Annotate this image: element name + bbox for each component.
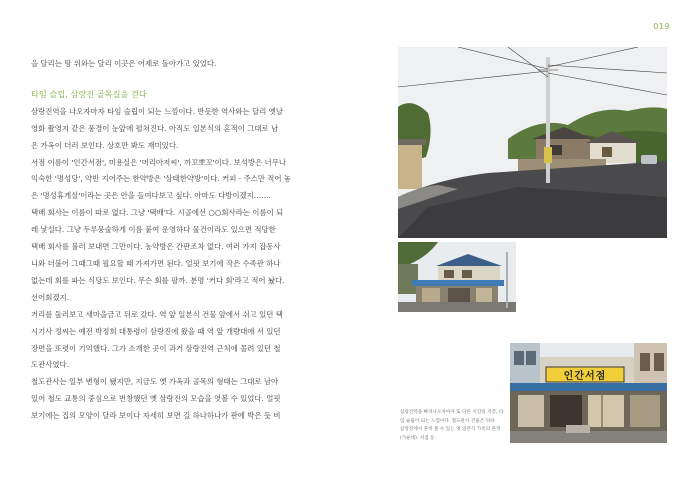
- paragraph-2: [31, 374, 389, 425]
- street-intersection-photo: [398, 47, 667, 238]
- text-line: 있어 철도 교통의 중심으로 번창했던 옛 삼랑진의 모습을 엿볼 수 있었다. 얼핏: [31, 394, 281, 404]
- caption-line: 삼랑진에서 흔히 볼 수 있는 옛 일본식 가옥의 흔적: [400, 427, 501, 433]
- text-line: 시기사 정씨는 예전 박정희 대통령이 삼랑진에 왔을 때 역 앞 개량대에 서 있던: [31, 326, 281, 336]
- text-line: 레 낯설다. 그냥 두루뭉술하게 이름 붙여 운영하다 물건이라도 있으면 적당한: [31, 225, 276, 235]
- text-line: 도관사였다.: [31, 360, 70, 370]
- text-line: 니와 더불어 그때그때 필요할 때 가져가면 된다. 얼핏 보기에 작은 수족관 하나: [31, 258, 281, 268]
- caption-line: 삼랑진역을 빠져나오자마자 또 다른 시간의 지층, 타: [400, 410, 504, 415]
- text-line: 철도관사는 일부 변형이 됐지만, 지금도 옛 가옥과 골목의 형태는 그대로 남아: [31, 377, 279, 387]
- text-line: 보기에는 집의 모양이 달라 보이나 자세히 보면 길 하나하나가 판에 박은 듯 비: [31, 411, 281, 421]
- caption-line: 임 슬립이 되는 느낌이다. 철도관사 건물은 뒤따: [400, 418, 495, 424]
- text-line: 거리를 둘러보고 새마을금고 뒤로 갔다. 역 앞 일본식 건물 앞에서 쉬고 있던 택: [31, 309, 283, 319]
- text-line: 서점 이름이 '인간서점', 미용실은 '머리아저씨', 까꼬뽀꼬'이다. 보석방은 너무나: [31, 157, 286, 167]
- page-number: 019: [653, 22, 670, 31]
- old-shop-photo: [398, 242, 516, 312]
- text-line: 장면을 또렷이 기억했다. 그가 소개한 곳이 과거 삼랑진역 근처에 몰려 있던 철: [31, 343, 281, 353]
- text-line: 은 가옥이 더러 보인다. 상호만 봐도 재미있다.: [31, 140, 179, 150]
- text-line: 택배 회사는 이름이 따로 없다. 그냥 '택배'다. 시골에선 ○○회사라는 이름이 되: [31, 208, 284, 218]
- bookstore-sign: 인간서점: [563, 371, 607, 382]
- photo-caption: [400, 409, 504, 443]
- caption-line: (가운데). 서점 등.: [400, 435, 437, 441]
- text-line: 택배 회사를 불러 보내면 그만이다. 농약방은 간판조차 없다. 여러 가지 잡동사: [31, 242, 281, 252]
- text-line: 은 '명성휴게실'이라는 곳은 안을 들여다보고 싶다. 아마도 다방이겠지…….: [31, 191, 271, 201]
- bookstore-photo: [510, 343, 667, 443]
- text-line: 영화 촬영지 같은 풍경이 눈앞에 펼쳐진다. 아직도 일본식의 흔적이 그대로 남: [31, 123, 279, 133]
- text-line: 선어회겠지.: [31, 292, 70, 302]
- article-text-column: [31, 56, 389, 425]
- text-line: 삼랑진역을 나오자마자 타임 슬립이 되는 느낌이다. 반듯한 역사와는 달리 옛날: [31, 106, 283, 116]
- paragraph-1: [31, 104, 389, 375]
- text-line: 없는데 회를 파는 식당도 보인다. 무슨 회를 팔까. 분명 '커다 회'라고 적어 놨다.: [31, 275, 285, 285]
- section-heading: 타임 슬립, 삼랑진 골목길을 걷다: [31, 88, 147, 99]
- intro-line: 을 달리는 땅 위와는 달리 이곳은 어제로 돌아가고 있었다.: [31, 59, 217, 68]
- text-line: 익숙한 '명성당', 약반 지어주는 한약방은 '삼태한약방'이다. 커피 · 주스만 적어 놓: [31, 174, 291, 184]
